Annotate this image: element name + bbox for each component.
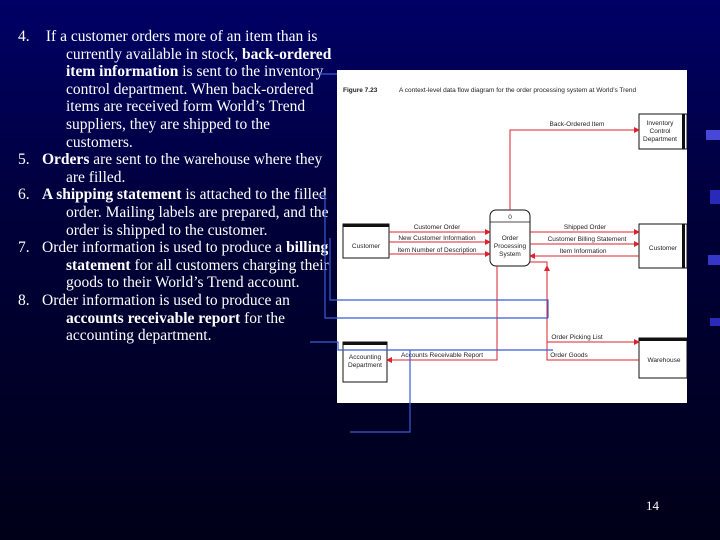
list-item-text: If a customer orders more of an item than is currently available in stock, <box>42 28 318 63</box>
list-item-emphasis: billing statement <box>66 239 329 274</box>
figure-caption-text: A context-level data flow diagram for the order processing system at World’s Trend <box>399 87 637 94</box>
list-item-number: 8. <box>18 291 30 309</box>
figure-caption-label: Figure 7.23 <box>343 87 378 94</box>
entity-label: Customer <box>648 245 678 252</box>
list-item-emphasis: accounts receivable report <box>66 309 241 327</box>
flow-back-ordered-item <box>510 130 639 210</box>
entity-label: Customer <box>351 243 381 250</box>
numbered-list <box>18 28 336 345</box>
flow-label: Shipped Order <box>563 224 607 231</box>
page-number: 14 <box>646 498 659 513</box>
list-item-text: Order information is used to produce a <box>42 239 287 257</box>
flow-order-picking-list <box>530 262 639 342</box>
flow-label: Accounts Receivable Report <box>400 352 484 359</box>
list-item-text: for all customers charging their goods to their World’s Trend account. <box>66 256 329 292</box>
entity-label: Warehouse <box>647 357 681 364</box>
process-order-processing <box>490 210 530 266</box>
entity-customer-right <box>639 224 687 268</box>
flow-label: Order Goods <box>550 352 588 359</box>
flow-label: Item Number of Description <box>397 247 477 254</box>
list-item <box>18 239 336 292</box>
list-item-emphasis: Orders <box>42 151 90 169</box>
list-item-number: 6. <box>18 186 30 204</box>
list-item <box>18 151 336 186</box>
decorative-stripe <box>710 318 720 326</box>
list-item-emphasis: back-ordered item information <box>66 45 332 81</box>
bullet-text-block <box>18 28 336 345</box>
entity-label: Department <box>348 362 382 369</box>
flow-order-goods <box>547 266 639 360</box>
decorative-stripe <box>708 255 720 265</box>
figure-dfd <box>337 70 687 403</box>
flow-label: New Customer Information <box>398 235 476 242</box>
decorative-stripe <box>706 130 720 140</box>
entity-inventory-control <box>639 114 687 149</box>
list-item-text: is attached to the filled order. Mailing labels are prepared, and the order is shipped to the customer. <box>66 186 329 239</box>
list-item-text: is sent to the inventory control department. When back-ordered items are received form World’s Trend suppliers, they are shipped to the customers. <box>66 63 324 151</box>
flow-label: Customer Billing Statement <box>547 236 627 243</box>
decorative-stripe <box>710 190 720 204</box>
entity-customer-left <box>343 224 389 258</box>
flow-accounts-receivable <box>387 266 497 360</box>
process-label: System <box>499 251 521 258</box>
list-item <box>18 186 336 239</box>
flow-label: Customer Order <box>413 224 461 231</box>
list-item-text: for the accounting department. <box>66 309 285 345</box>
list-item-emphasis: A shipping statement <box>42 186 182 204</box>
list-item-text: are sent to the warehouse where they are filled. <box>66 151 323 186</box>
entity-accounting <box>343 342 387 382</box>
entity-label: Accounting <box>348 354 382 361</box>
flow-label: Item Information <box>559 248 607 255</box>
list-item-number: 5. <box>18 151 30 169</box>
process-label: Order <box>501 235 519 242</box>
list-item-number: 7. <box>18 239 30 257</box>
entity-warehouse <box>639 338 687 378</box>
flow-label: Order Picking List <box>551 334 603 341</box>
list-item-number: 4. <box>18 28 30 45</box>
entity-label: Inventory <box>646 120 674 127</box>
flow-label: Back-Ordered Item <box>549 121 605 128</box>
process-label: Processing <box>493 243 527 250</box>
list-item <box>18 28 336 151</box>
entity-label: Department <box>643 136 677 143</box>
entity-label: Control <box>649 128 671 135</box>
process-number: 0 <box>508 214 512 221</box>
list-item <box>18 292 336 345</box>
list-item-text: Order information is used to produce an <box>42 291 290 309</box>
dfd-diagram <box>337 70 687 403</box>
